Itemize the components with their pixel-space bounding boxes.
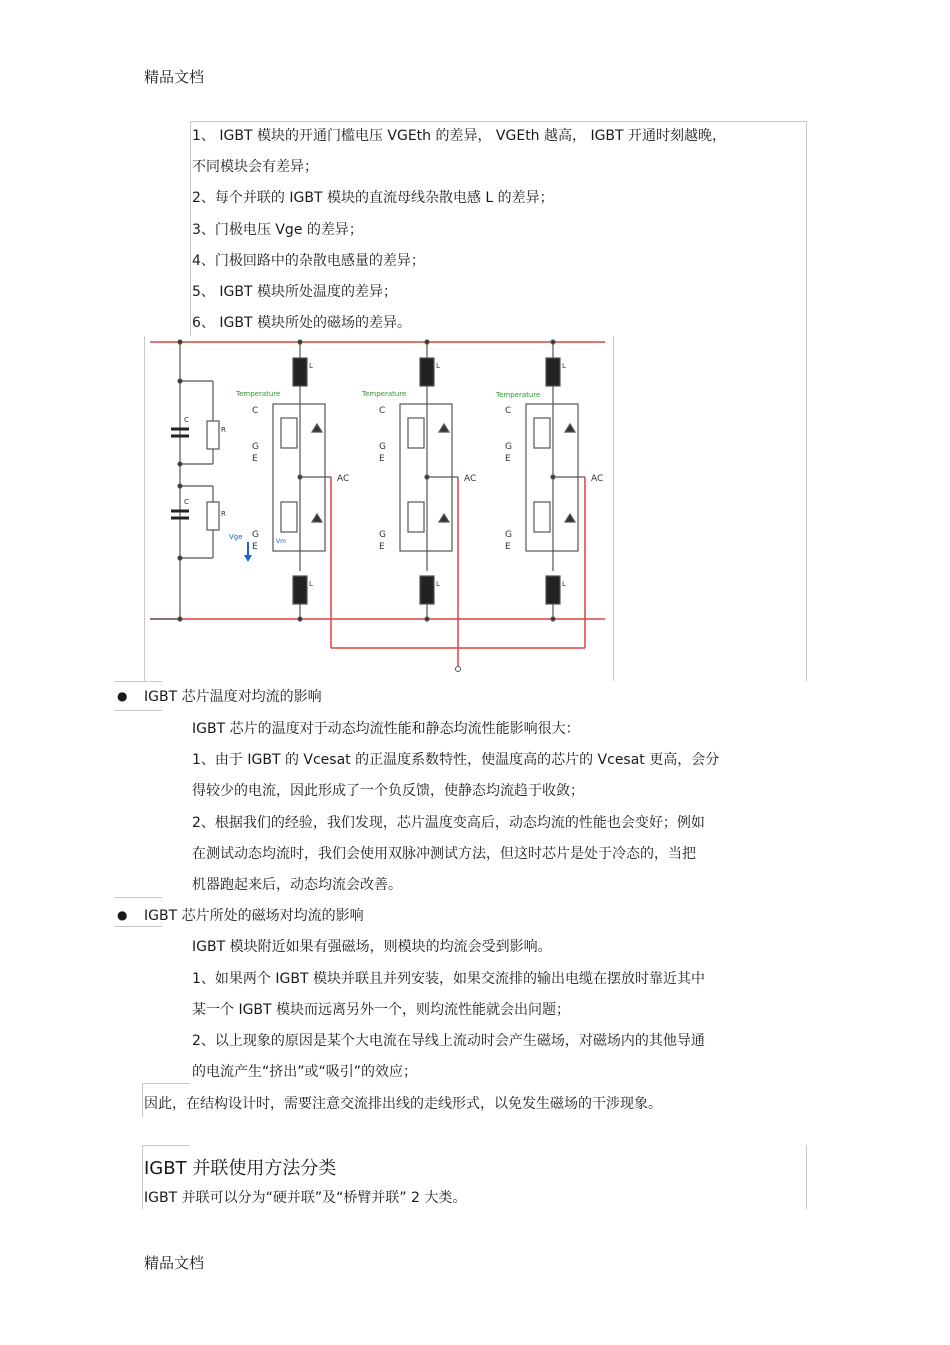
igbt-module-1	[273, 340, 331, 621]
pin-ac-3: AC	[591, 474, 604, 484]
list1-line-2: 不同模块会有差异；	[192, 159, 318, 175]
pin-g-5: G	[505, 442, 512, 452]
pin-e-1: E	[252, 454, 258, 464]
box-right-heading	[806, 1145, 807, 1209]
bullet-box-top-2	[114, 897, 162, 898]
inductor-label-2: L	[436, 362, 440, 370]
section-heading: IGBT 并联使用方法分类	[144, 1158, 337, 1179]
pin-g-6: G	[505, 530, 512, 540]
section-mag-line-4: 2、以上现象的原因是某个大电流在导线上流动时会产生磁场，对磁场内的其他导通	[192, 1033, 705, 1049]
parallel-igbt-circuit-diagram	[145, 336, 613, 681]
inductor-label-6: L	[562, 580, 566, 588]
section-temp-title: IGBT 芯片温度对均流的影响	[144, 689, 322, 705]
list1-line-6: 5、 IGBT 模块所处温度的差异；	[192, 284, 397, 300]
pin-c-1: C	[252, 406, 259, 416]
temperature-label-3: Temperature	[496, 391, 541, 399]
bullet-box-bottom-1	[114, 710, 162, 711]
section-mag-title: IGBT 芯片所处的磁场对均流的影响	[144, 908, 364, 924]
page-footer: 精品文档	[144, 1254, 205, 1272]
section-mag-line-3: 某一个 IGBT 模块而远离另外一个，则均流性能就会出问题；	[192, 1002, 571, 1018]
section-heading-text: IGBT 并联可以分为“硬并联”及“桥臂并联” 2 大类。	[144, 1190, 467, 1206]
cap-label-1: C	[184, 416, 189, 424]
snubber-bank	[171, 340, 219, 621]
pin-e-5: E	[505, 454, 511, 464]
inductor-label-5: L	[436, 580, 440, 588]
pin-e-4: E	[379, 542, 385, 552]
conclusion-text: 因此，在结构设计时，需要注意交流排出线的走线形式，以免发生磁场的干涉现象。	[144, 1096, 662, 1112]
temperature-label-2: Temperature	[362, 390, 407, 398]
inductor-label-3: L	[562, 362, 566, 370]
res-label-1: R	[221, 426, 226, 434]
pin-e-2: E	[252, 542, 258, 552]
section-mag-line-5: 的电流产生“挤出”或“吸引”的效应；	[192, 1064, 418, 1080]
box-left-heading	[142, 1145, 143, 1209]
pin-c-5: C	[505, 406, 512, 416]
pin-c-3: C	[379, 406, 386, 416]
pin-e-3: E	[379, 454, 385, 464]
section-mag-line-2: 1、如果两个 IGBT 模块并联且并列安装，如果交流排的输出电缆在摆放时靠近其中	[192, 971, 705, 987]
inductor-label-1: L	[309, 362, 313, 370]
cap-label-2: C	[184, 498, 189, 506]
pin-ac-1: AC	[337, 474, 350, 484]
table-border-right	[806, 121, 807, 681]
section-temp-line-5: 在测试动态均流时，我们会使用双脉冲测试方法，但这时芯片是处于冷态的，当把	[192, 846, 696, 862]
list1-line-3: 2、每个并联的 IGBT 模块的直流母线杂散电感 L 的差异；	[192, 190, 554, 206]
pin-e-6: E	[505, 542, 511, 552]
section-temp-line-4: 2、根据我们的经验，我们发现，芯片温度变高后，动态均流的性能也会变好；例如	[192, 815, 705, 831]
vm-label: Vm	[276, 538, 286, 545]
bullet-icon: ●	[117, 689, 128, 703]
image-border-right	[613, 336, 614, 681]
pin-g-1: G	[252, 442, 259, 452]
bullet-icon: ●	[117, 908, 128, 922]
table-border-left	[190, 121, 191, 336]
inductor-label-4: L	[309, 580, 313, 588]
section-temp-line-2: 1、由于 IGBT 的 Vcesat 的正温度系数特性，使温度高的芯片的 Vcesat 更高，会分	[192, 752, 720, 768]
pin-g-2: G	[252, 530, 259, 540]
pin-g-3: G	[379, 442, 386, 452]
section-temp-line-6: 机器跑起来后，动态均流会改善。	[192, 877, 402, 893]
list1-line-7: 6、 IGBT 模块所处的磁场的差异。	[192, 315, 411, 331]
igbt-module-3	[526, 340, 585, 621]
list1-line-1: 1、 IGBT 模块的开通门槛电压 VGEth 的差异， VGEth 越高， IGBT 开通时刻越晚，	[192, 128, 727, 144]
vge-label: Vge	[229, 533, 243, 541]
bullet-box-bottom-2	[114, 926, 162, 927]
table-border-top	[190, 121, 806, 122]
list1-line-4: 3、门极电压 Vge 的差异；	[192, 222, 363, 238]
temperature-label-1: Temperature	[236, 390, 281, 398]
box-top-conclusion	[142, 1083, 190, 1084]
res-label-2: R	[221, 510, 226, 518]
box-top-heading	[142, 1145, 190, 1146]
igbt-module-2	[400, 340, 458, 621]
list1-line-5: 4、门极回路中的杂散电感量的差异；	[192, 253, 425, 269]
page-header: 精品文档	[144, 68, 205, 86]
pin-g-4: G	[379, 530, 386, 540]
section-temp-line-3: 得较少的电流，因此形成了一个负反馈，使静态均流趋于收敛；	[192, 783, 584, 799]
section-temp-line-1: IGBT 芯片的温度对于动态均流性能和静态均流性能影响很大：	[192, 721, 580, 737]
section-mag-line-1: IGBT 模块附近如果有强磁场，则模块的均流会受到影响。	[192, 939, 552, 955]
pin-ac-2: AC	[464, 474, 477, 484]
bullet-box-top-1	[114, 681, 162, 682]
box-left-conclusion	[142, 1083, 143, 1117]
